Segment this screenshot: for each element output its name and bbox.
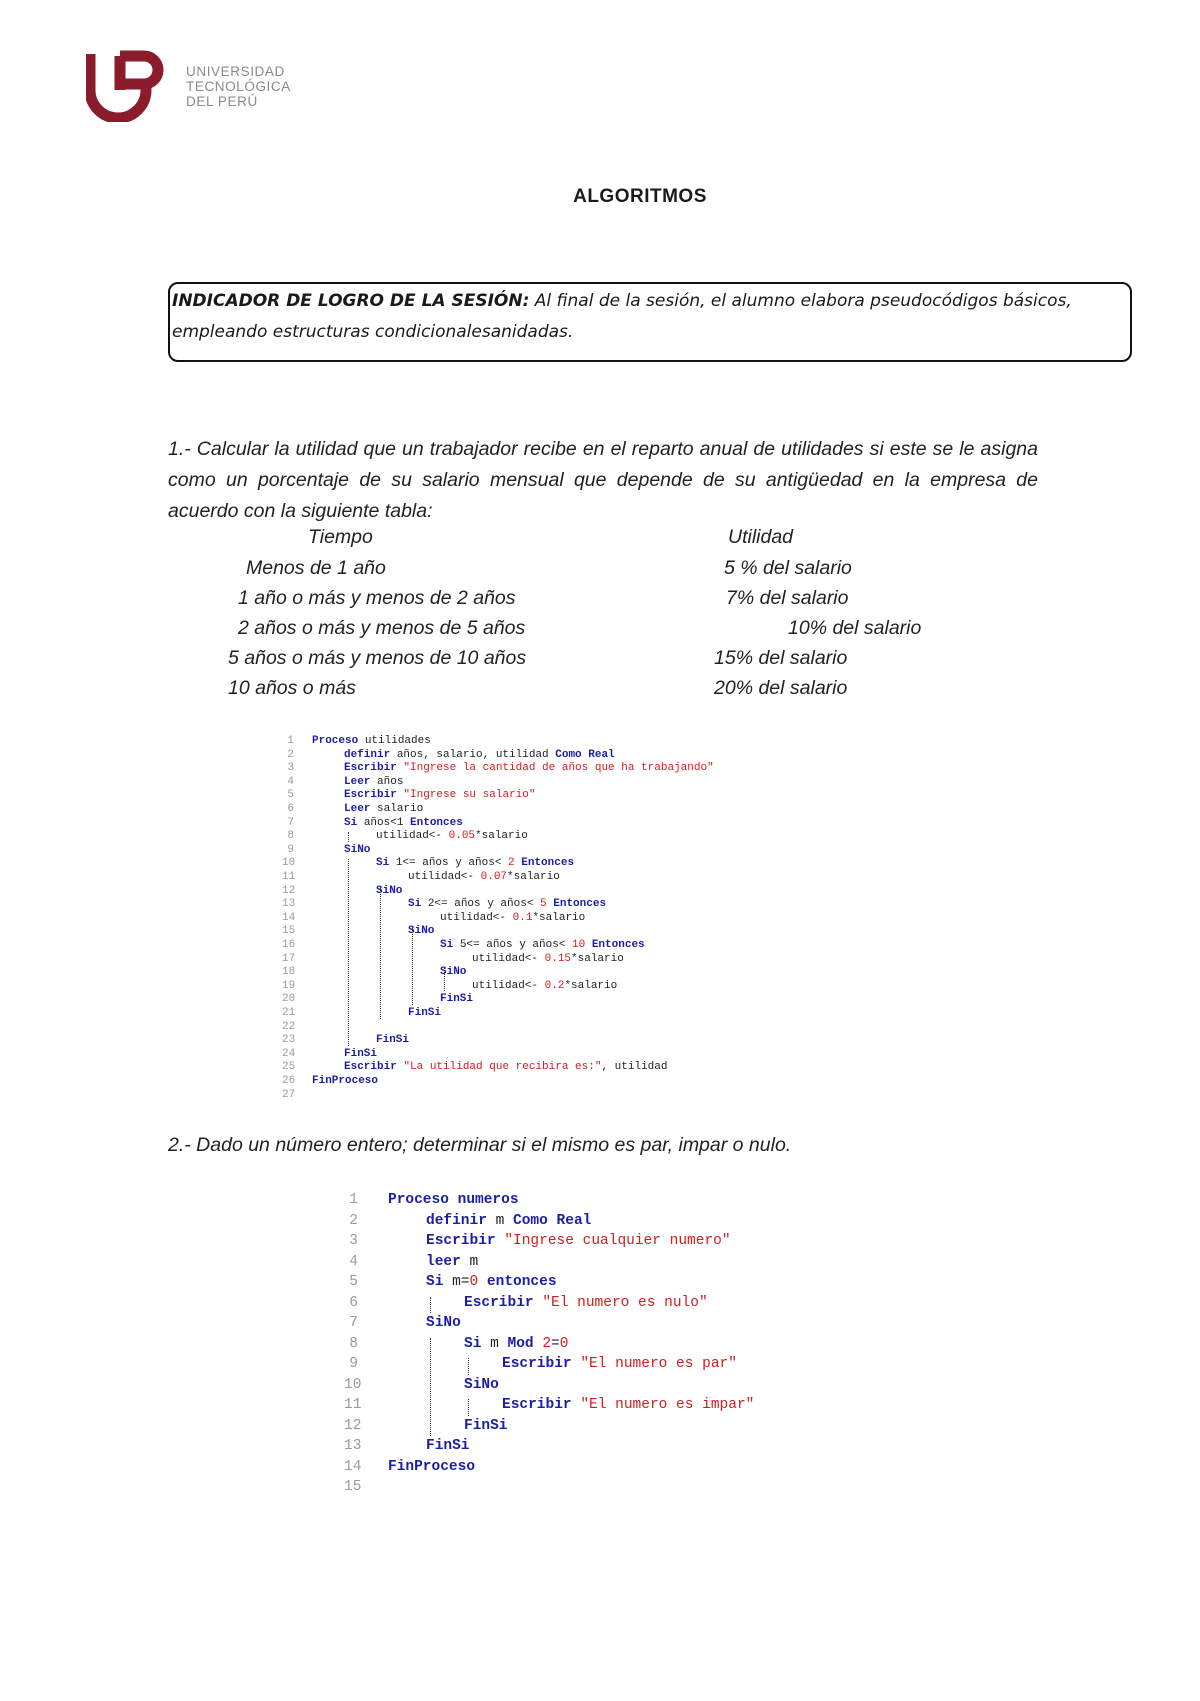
question-2-text: 2.- Dado un número entero; determinar si el mismo es par, impar o nulo. <box>168 1134 792 1156</box>
code-keyword: Entonces <box>546 898 607 911</box>
code-text: *salario <box>507 871 560 883</box>
table-cell-tiempo: 10 años o más <box>228 677 356 699</box>
line-number: 10 <box>344 1376 362 1393</box>
line-number: 12 <box>282 884 296 897</box>
code-keyword: FinSi <box>464 1417 508 1434</box>
code-text: utilidad<- <box>408 871 481 883</box>
code-line <box>344 1048 377 1060</box>
code-keyword: Escribir <box>502 1397 581 1413</box>
code-line <box>464 1336 568 1352</box>
code-line <box>344 762 714 774</box>
code-keyword: FinSi <box>344 1047 378 1060</box>
code-text: salario <box>377 803 424 815</box>
line-number: 13 <box>344 1438 362 1454</box>
code-keyword: Si <box>464 1335 491 1352</box>
line-number: 11 <box>344 1397 362 1413</box>
code-line <box>426 1213 591 1229</box>
code-number: 0.2 <box>544 979 565 992</box>
code-number: 2 <box>508 857 515 870</box>
code-line <box>376 1034 409 1046</box>
question-1-text: 1.- Calcular la utilidad que un trabajador recibe en el reparto anual de utilidades si este se le asigna como un porcentaje de su salario mensual que depende de su antigüedad en la empresa de acuerdo con la siguiente tabla: <box>168 438 1038 522</box>
code-keyword: SiNo <box>464 1376 499 1393</box>
table-cell-utilidad: 20% del salario <box>714 677 848 699</box>
code-line <box>440 939 645 951</box>
line-number: 10 <box>282 857 296 870</box>
code-line <box>344 803 423 815</box>
line-number: 25 <box>282 1061 296 1074</box>
line-number: 3 <box>287 762 294 775</box>
indent-guide <box>412 927 413 1005</box>
line-number: 6 <box>287 803 294 815</box>
line-number: 12 <box>344 1417 362 1434</box>
code-keyword: definir <box>426 1212 496 1229</box>
code-text: 5<= años y años< <box>459 939 573 951</box>
code-keyword: Como Real <box>555 748 615 761</box>
code-string: "El numero es impar" <box>580 1397 755 1413</box>
code-text: años<1 <box>363 816 411 829</box>
achievement-indicator-box <box>168 282 1132 362</box>
line-number: 20 <box>282 993 296 1006</box>
utp-logo-icon <box>86 50 170 122</box>
code-keyword: Proceso <box>312 735 365 747</box>
code-keyword: SiNo <box>426 1315 461 1331</box>
code-text: utilidad<- <box>440 911 513 924</box>
code-keyword: Si <box>376 857 396 870</box>
code-text: = <box>551 1335 560 1352</box>
code-text: *salario <box>475 830 528 843</box>
line-number: 7 <box>349 1315 358 1331</box>
line-number: 5 <box>287 789 294 802</box>
code-line <box>426 1315 461 1331</box>
indicator-label: INDICADOR DE LOGRO DE LA SESIÓN: <box>172 291 530 311</box>
table-header-tiempo: Tiempo <box>308 526 373 548</box>
code-text: *salario <box>571 952 624 965</box>
line-number: 1 <box>349 1192 358 1208</box>
logo-text <box>186 64 291 109</box>
code-line <box>376 830 528 842</box>
line-number: 24 <box>282 1047 296 1060</box>
code-string: "Ingrese cualquier numero" <box>504 1233 731 1249</box>
table-cell-utilidad: 5 % del salario <box>724 557 852 579</box>
code-text: 2<= años y años< <box>427 898 541 911</box>
code-text: utilidad<- <box>472 979 545 992</box>
line-number: 15 <box>344 1479 362 1495</box>
indent-guide <box>468 1358 469 1375</box>
code-keyword: Si <box>426 1274 453 1290</box>
code-line <box>408 898 606 910</box>
indent-guide <box>430 1297 431 1314</box>
code-keyword: Si <box>440 939 460 951</box>
code-line <box>426 1438 470 1454</box>
code-line <box>502 1356 737 1372</box>
line-number: 9 <box>349 1356 358 1372</box>
line-number: 6 <box>349 1294 358 1311</box>
code-keyword: Leer <box>344 775 378 788</box>
code-line <box>440 993 473 1005</box>
code-keyword: SiNo <box>344 843 371 856</box>
code-line <box>344 844 370 856</box>
logo-line: TECNOLÓGICA <box>186 79 291 94</box>
table-cell-tiempo: 1 año o más y menos de 2 años <box>238 587 516 609</box>
code-keyword: entonces <box>478 1274 557 1290</box>
code-keyword: leer <box>426 1253 470 1270</box>
code-number: 0.15 <box>544 952 572 965</box>
line-number: 16 <box>282 939 296 951</box>
code-keyword: FinSi <box>440 993 474 1006</box>
code-line <box>376 857 574 869</box>
code-keyword: Entonces <box>514 857 575 870</box>
line-number: 17 <box>282 952 296 965</box>
code-keyword: Entonces <box>585 939 645 951</box>
table-cell-utilidad: 10% del salario <box>788 617 922 639</box>
code-line <box>426 1274 557 1290</box>
indent-guide <box>468 1399 469 1416</box>
code-line <box>408 871 560 883</box>
code-line <box>344 789 535 801</box>
line-number: 19 <box>282 979 296 992</box>
line-number: 4 <box>349 1253 358 1270</box>
indicator-text: Al final de la sesión, el alumno elabora pseudocódigos básicos, empleando estructuras condicionalesanidadas. <box>172 291 1072 342</box>
table-cell-tiempo: 5 años o más y menos de 10 años <box>228 647 527 669</box>
code-number: 0 <box>469 1274 479 1290</box>
code-line <box>312 735 431 747</box>
line-number: 13 <box>282 898 296 911</box>
code-text: m <box>490 1335 508 1352</box>
indent-guide <box>348 859 349 1045</box>
code-line <box>408 1007 441 1019</box>
line-number: 14 <box>282 911 296 924</box>
table-cell-utilidad: 7% del salario <box>726 587 849 609</box>
pseudocode-utilidades-screenshot <box>282 735 842 1101</box>
code-string: "El numero es par" <box>580 1356 737 1372</box>
line-number: 4 <box>287 775 294 788</box>
code-keyword: Escribir <box>426 1233 505 1249</box>
table-cell-utilidad: 15% del salario <box>714 647 848 669</box>
indent-guide <box>430 1338 431 1437</box>
code-text: utilidad<- <box>376 830 449 843</box>
line-number: 8 <box>349 1335 358 1352</box>
line-number: 22 <box>282 1020 296 1033</box>
code-keyword: numeros <box>457 1192 519 1208</box>
code-text: m <box>495 1212 514 1229</box>
line-number: 2 <box>287 748 294 761</box>
line-number: 21 <box>282 1007 296 1019</box>
code-text: años <box>377 775 404 788</box>
code-keyword: FinProceso <box>388 1458 476 1475</box>
code-number: 0.1 <box>512 911 533 924</box>
pseudocode-numeros-screenshot <box>344 1192 864 1495</box>
line-number: 27 <box>282 1088 296 1101</box>
code-text: utilidades <box>364 735 431 747</box>
line-number: 26 <box>282 1075 296 1087</box>
code-keyword: Leer <box>344 803 378 815</box>
code-keyword: definir <box>344 748 397 761</box>
code-keyword: Como Real <box>513 1212 592 1229</box>
code-keyword: Mod <box>507 1335 543 1352</box>
code-text: años, salario, utilidad <box>396 748 556 761</box>
code-keyword: Si <box>344 816 364 829</box>
code-text: m= <box>452 1274 470 1290</box>
line-number: 9 <box>287 843 294 856</box>
code-line <box>426 1254 478 1270</box>
code-keyword: FinSi <box>376 1034 410 1047</box>
code-line <box>426 1233 731 1249</box>
code-line <box>440 912 585 924</box>
line-number: 14 <box>344 1458 362 1475</box>
code-string: "Ingrese su salario" <box>403 789 536 802</box>
code-string: "La utilidad que recibira es:" <box>403 1061 602 1074</box>
code-number: 0 <box>559 1335 569 1352</box>
code-string: "El numero es nulo" <box>542 1294 708 1311</box>
code-line <box>472 980 617 992</box>
code-line <box>312 1075 378 1087</box>
table-header-utilidad: Utilidad <box>728 526 794 548</box>
code-line <box>388 1459 475 1475</box>
code-line <box>344 1061 667 1073</box>
code-number: 5 <box>540 898 547 911</box>
code-line <box>472 953 624 965</box>
code-text: m <box>469 1253 479 1270</box>
line-number: 7 <box>287 816 294 829</box>
code-text: utilidad<- <box>472 952 545 965</box>
code-keyword: SiNo <box>408 925 435 938</box>
line-number: 1 <box>287 735 294 747</box>
code-keyword: FinSi <box>408 1007 442 1019</box>
utility-table <box>168 526 1068 716</box>
line-number: 2 <box>349 1212 358 1229</box>
line-number: 11 <box>282 871 296 883</box>
code-keyword: Escribir <box>344 1061 404 1074</box>
table-cell-tiempo: Menos de 1 año <box>246 557 386 579</box>
code-text: *salario <box>532 911 586 924</box>
code-keyword: Entonces <box>410 816 463 829</box>
university-logo <box>86 50 296 122</box>
logo-line: DEL PERÚ <box>186 94 258 109</box>
code-line <box>464 1418 508 1434</box>
code-keyword: Si <box>408 898 428 911</box>
logo-line: UNIVERSIDAD <box>186 64 285 79</box>
code-keyword: Escribir <box>464 1294 543 1311</box>
code-keyword: Escribir <box>502 1356 581 1372</box>
line-number: 8 <box>287 830 294 843</box>
line-number: 15 <box>282 925 296 938</box>
code-line <box>464 1295 708 1311</box>
code-line <box>344 749 615 761</box>
code-number: 2 <box>542 1335 552 1352</box>
code-keyword: Escribir <box>344 789 404 802</box>
code-keyword: Escribir <box>344 762 404 775</box>
code-number: 10 <box>572 939 586 951</box>
line-number: 23 <box>282 1034 296 1047</box>
line-number: 5 <box>349 1274 358 1290</box>
page-title: ALGORITMOS <box>573 186 707 207</box>
code-text: , utilidad <box>601 1061 668 1074</box>
code-keyword: Proceso <box>388 1192 458 1208</box>
indent-guide <box>444 968 445 991</box>
code-number: 0.05 <box>448 830 476 843</box>
code-keyword: FinSi <box>426 1438 470 1454</box>
code-text: 1<= años y años< <box>395 857 509 870</box>
line-number: 3 <box>349 1233 358 1249</box>
indent-guide <box>348 832 349 842</box>
line-number: 18 <box>282 966 296 979</box>
code-keyword: SiNo <box>376 884 403 897</box>
code-line <box>344 776 403 788</box>
code-line <box>344 817 463 829</box>
indent-guide <box>380 887 381 1019</box>
code-keyword: FinProceso <box>312 1075 379 1087</box>
code-line <box>502 1397 754 1413</box>
table-cell-tiempo: 2 años o más y menos de 5 años <box>238 617 526 639</box>
code-line <box>388 1192 519 1208</box>
code-keyword: SiNo <box>440 966 467 979</box>
code-line <box>464 1377 499 1393</box>
code-number: 0.07 <box>480 871 508 883</box>
code-text: *salario <box>564 979 618 992</box>
code-string: "Ingrese la cantidad de años que ha trabajando" <box>403 762 714 775</box>
